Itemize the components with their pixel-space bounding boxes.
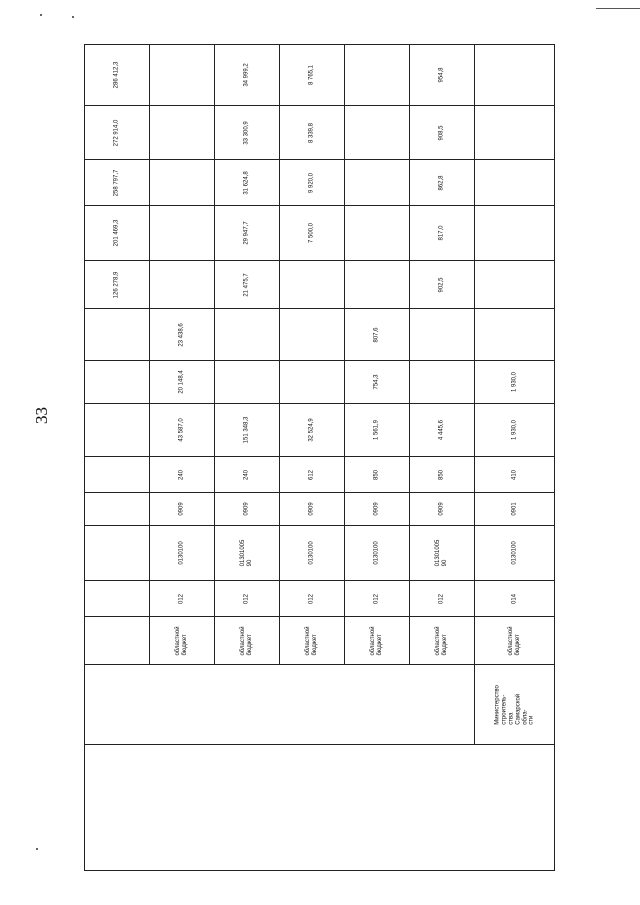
cell-value: 0901: [511, 502, 518, 516]
table-cell: [215, 106, 280, 160]
table-cell: [280, 206, 345, 261]
page-number: 33: [32, 407, 51, 424]
table-cell: [150, 404, 215, 457]
table-cell: [150, 457, 215, 493]
cell-value: 01301005 90: [435, 539, 448, 567]
table-cell: [150, 206, 215, 261]
cell-value: 862,8: [438, 174, 445, 191]
table-cell: [345, 206, 410, 261]
cell-value: 754,3: [373, 374, 380, 390]
table-cell: [280, 457, 345, 493]
cell-value: 34 999,2: [243, 63, 250, 87]
table-cell: [215, 361, 280, 404]
table-cell: [85, 404, 150, 457]
table-cell: [85, 160, 150, 206]
cell-value: областной бюджет: [305, 625, 318, 656]
table-cell: [215, 457, 280, 493]
cell-value: 0909: [178, 502, 185, 516]
table-cell: [345, 106, 410, 160]
table-cell: [280, 526, 345, 581]
table-cell: [215, 617, 280, 665]
table-cell: [345, 160, 410, 206]
row-year-2020: [85, 309, 555, 361]
cell-value: 0909: [373, 502, 380, 516]
table-cell: [85, 493, 150, 526]
table-cell: [215, 45, 280, 106]
table-cell: [475, 404, 555, 457]
row-target-code: [85, 526, 555, 581]
cell-value: областной бюджет: [175, 625, 188, 656]
row-year-2023: [85, 160, 555, 206]
row-year-2022: [85, 206, 555, 261]
table-cell: [475, 493, 555, 526]
table-cell: [215, 581, 280, 617]
table-cell-merged: [85, 665, 475, 745]
cell-value: 258 797,7: [113, 169, 120, 196]
table-cell: [150, 493, 215, 526]
table-cell: [410, 309, 475, 361]
budget-table: [84, 44, 555, 871]
table-cell: [280, 160, 345, 206]
table-cell: [280, 581, 345, 617]
cell-value: 850: [438, 469, 445, 480]
table-cell: [85, 309, 150, 361]
cell-value: 850: [373, 469, 380, 480]
cell-value: 902,5: [438, 276, 445, 293]
cell-value: 272 914,0: [113, 119, 120, 146]
cell-value: 012: [178, 593, 185, 604]
table-cell: [475, 45, 555, 106]
cell-value: областной бюджет: [507, 625, 521, 656]
scan-speck: [36, 848, 38, 850]
table-cell: [280, 617, 345, 665]
table-cell: [280, 261, 345, 309]
cell-value: 954,8: [438, 67, 445, 83]
table-cell: [410, 581, 475, 617]
table-cell: [475, 665, 555, 745]
table-cell: [475, 457, 555, 493]
table-cell: [215, 404, 280, 457]
cell-value: 012: [243, 593, 250, 604]
cell-value: 7 500,0: [308, 222, 315, 244]
table-cell: [475, 526, 555, 581]
table-cell: [475, 361, 555, 404]
scan-edge-line: [596, 8, 640, 9]
table-cell: [85, 106, 150, 160]
table-cell: [85, 45, 150, 106]
table-cell: [475, 160, 555, 206]
cell-value: 8 339,8: [308, 122, 315, 143]
table-cell: [85, 206, 150, 261]
cell-value: 410: [511, 469, 518, 480]
table-cell: [410, 617, 475, 665]
cell-value: 1 930,0: [511, 419, 518, 441]
table-cell: [410, 160, 475, 206]
table-cell: [85, 581, 150, 617]
table-cell: [345, 261, 410, 309]
cell-value: 0130100: [308, 541, 315, 565]
table-cell: [345, 617, 410, 665]
cell-value: 014: [511, 593, 518, 604]
table-cell: [150, 361, 215, 404]
cell-value: областной бюджет: [370, 625, 383, 656]
table-cell: [280, 309, 345, 361]
table-cell: [150, 45, 215, 106]
cell-value: 126 278,9: [113, 271, 120, 298]
table-cell: [280, 361, 345, 404]
table-cell-merged: [85, 745, 555, 871]
cell-value: 1 561,9: [373, 419, 380, 441]
row-funding-source: [85, 617, 555, 665]
cell-value: 20 148,4: [178, 370, 185, 394]
ministry-name: Министерство строитель- ства Самарской обла- сти: [493, 684, 535, 725]
cell-value: 33 300,9: [243, 120, 250, 145]
cell-value: 0909: [243, 502, 250, 516]
table-cell: [410, 404, 475, 457]
cell-value: 151 348,3: [243, 416, 250, 444]
table-cell: [150, 617, 215, 665]
table-cell: [215, 261, 280, 309]
cell-value: 012: [438, 593, 445, 604]
table-cell: [215, 493, 280, 526]
cell-value: 31 624,8: [243, 170, 250, 195]
row-total: [85, 404, 555, 457]
row-expense-type: [85, 457, 555, 493]
scan-speck: [40, 14, 42, 16]
cell-value: 0909: [438, 502, 445, 516]
table-cell: [150, 106, 215, 160]
table-cell: [345, 45, 410, 106]
table-cell: [280, 404, 345, 457]
row-blank: [85, 745, 555, 871]
cell-value: 0909: [308, 502, 315, 516]
cell-value: 9 920,0: [308, 172, 315, 193]
cell-value: 21 475,7: [243, 272, 250, 297]
cell-value: 612: [308, 469, 315, 480]
table-cell: [150, 261, 215, 309]
table-cell: [345, 404, 410, 457]
table-cell: [150, 581, 215, 617]
table-cell: [410, 526, 475, 581]
table-cell: [475, 581, 555, 617]
cell-value: 240: [178, 469, 185, 480]
table-cell: [345, 361, 410, 404]
cell-value: 43 587,0: [178, 418, 185, 442]
table-cell: [345, 526, 410, 581]
table-cell: [215, 526, 280, 581]
cell-value: 0130100: [373, 541, 380, 565]
row-section: [85, 493, 555, 526]
row-year-2025: [85, 45, 555, 106]
table-cell: [410, 261, 475, 309]
table-cell: [150, 526, 215, 581]
cell-value: 4 445,6: [438, 419, 445, 441]
table-cell: [345, 457, 410, 493]
table-cell: [345, 493, 410, 526]
cell-value: 0130100: [511, 541, 518, 565]
cell-value: областной бюджет: [435, 625, 448, 656]
table-cell: [475, 106, 555, 160]
table-cell: [410, 361, 475, 404]
row-year-2021: [85, 261, 555, 309]
table-cell: [85, 261, 150, 309]
table-cell: [410, 106, 475, 160]
table-cell: [215, 160, 280, 206]
table-cell: [85, 526, 150, 581]
table-cell: [475, 261, 555, 309]
row-ministry-code: [85, 581, 555, 617]
table-cell: [475, 309, 555, 361]
cell-value: 012: [373, 593, 380, 604]
table-cell: [85, 617, 150, 665]
table-cell: [215, 309, 280, 361]
cell-value: 29 947,7: [243, 221, 250, 245]
table-cell: [280, 45, 345, 106]
cell-value: 1 930,0: [511, 371, 518, 393]
cell-value: 01301005 90: [240, 539, 253, 567]
table-cell: [215, 206, 280, 261]
scan-speck: [72, 16, 74, 18]
table-cell: [345, 309, 410, 361]
cell-value: 240: [243, 469, 250, 480]
cell-value: 8 765,1: [308, 64, 315, 86]
cell-value: 807,6: [373, 326, 380, 343]
cell-value: 012: [308, 593, 315, 604]
cell-value: 23 438,6: [178, 322, 185, 347]
table-cell: [85, 361, 150, 404]
cell-value: 908,5: [438, 124, 445, 141]
table-cell: [410, 493, 475, 526]
table-cell: [280, 106, 345, 160]
row-year-2024: [85, 106, 555, 160]
table-cell: [150, 160, 215, 206]
table-cell: [475, 617, 555, 665]
table-cell: [410, 45, 475, 106]
table-cell: [345, 581, 410, 617]
table-cell: [85, 457, 150, 493]
table-cell: [150, 309, 215, 361]
cell-value: 201 469,3: [113, 219, 120, 247]
table-cell: [475, 206, 555, 261]
cell-value: 32 524,9: [308, 418, 315, 442]
table-cell: [280, 493, 345, 526]
table-cell: [410, 206, 475, 261]
cell-value: 817,0: [438, 225, 445, 241]
cell-value: 0130100: [178, 541, 185, 565]
cell-value: 286 412,3: [113, 61, 120, 89]
table-cell: [410, 457, 475, 493]
row-year-2019: [85, 361, 555, 404]
cell-value: областной бюджет: [240, 625, 253, 656]
row-responsible-executor: [85, 665, 555, 745]
